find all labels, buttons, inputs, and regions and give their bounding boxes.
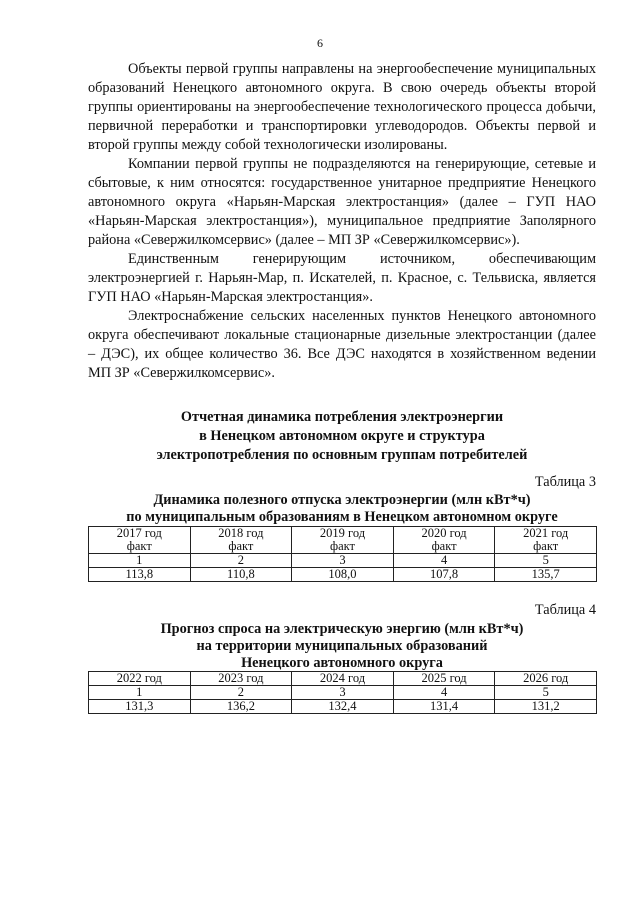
table-row	[89, 700, 597, 714]
page-number: 6	[317, 36, 323, 50]
index-cell: 3	[292, 686, 394, 700]
paragraph-1: Объекты первой группы направлены на энергообеспечение муниципальных образований Ненецкого автономного округа. В свою очередь объекты второй группы ориентированы на энергообеспечение технологического процесса добычи, первичной переработки и транспортировки углеводородов. Объекты первой и второй группы между собой технологически изолированы.	[88, 61, 596, 153]
value-cell: 108,0	[292, 568, 394, 582]
value-cell: 107,8	[393, 568, 495, 582]
value-cell: 131,2	[495, 700, 597, 714]
value-cell: 113,8	[89, 568, 191, 582]
table3-title	[88, 492, 596, 526]
index-cell: 5	[495, 554, 597, 568]
value-cell: 110,8	[190, 568, 292, 582]
header-cell: 2020 год факт	[393, 527, 495, 554]
paragraph-2: Компании первой группы не подразделяются на генерирующие, сетевые и сбытовые, к ним относятся: государственное унитарное предприятие Ненецкого автономного округа «Нарьян-Марская электростанция» (далее – ГУП НАО «Нарьян-Марская электростанция»), муниципальное предприятие Заполярного района «Севержилкомсервис» (далее – МП ЗР «Севержилкомсервис»).	[88, 156, 596, 248]
table4-title-line: Ненецкого автономного округа	[241, 655, 443, 671]
index-cell: 5	[495, 686, 597, 700]
table-header-row	[89, 672, 597, 686]
value-cell: 135,7	[495, 568, 597, 582]
table-row	[89, 568, 597, 582]
section-heading-line: электропотребления по основным группам потребителей	[156, 447, 528, 463]
table-header-row	[89, 527, 597, 554]
paragraph-3: Единственным генерирующим источником, обеспечивающим электроэнергией г. Нарьян-Мар, п. Искателей, п. Красное, с. Тельвиска, является ГУП НАО «Нарьян-Марская электростанция».	[88, 251, 596, 305]
header-cell: 2022 год	[89, 672, 191, 686]
value-cell: 131,3	[89, 700, 191, 714]
header-cell: 2023 год	[190, 672, 292, 686]
section-heading	[88, 408, 596, 465]
table3-label: Таблица 3	[534, 474, 596, 490]
table4-label: Таблица 4	[534, 602, 596, 618]
header-cell: 2021 год факт	[495, 527, 597, 554]
table4-title	[88, 621, 596, 672]
header-cell: 2019 год факт	[292, 527, 394, 554]
index-cell: 1	[89, 686, 191, 700]
header-cell: 2025 год	[393, 672, 495, 686]
table4-title-line: Прогноз спроса на электрическую энергию (млн кВт*ч)	[160, 621, 524, 637]
table3	[88, 526, 597, 582]
index-cell: 4	[393, 554, 495, 568]
table3-title-line: по муниципальным образованиям в Ненецком автономном округе	[126, 509, 558, 525]
index-cell: 1	[89, 554, 191, 568]
section-heading-line: в Ненецком автономном округе и структура	[199, 428, 485, 444]
value-cell: 132,4	[292, 700, 394, 714]
table-index-row	[89, 686, 597, 700]
value-cell: 131,4	[393, 700, 495, 714]
header-cell: 2017 год факт	[89, 527, 191, 554]
section-heading-line: Отчетная динамика потребления электроэнергии	[180, 409, 504, 425]
index-cell: 2	[190, 686, 292, 700]
header-cell: 2026 год	[495, 672, 597, 686]
paragraph-4: Электроснабжение сельских населенных пунктов Ненецкого автономного округа обеспечивают локальные стационарные дизельные электростанции (далее – ДЭС), их общее количество 36. Все ДЭС находятся в хозяйственном ведении МП ЗР «Севержилкомсервис».	[88, 308, 596, 381]
body-text	[88, 60, 596, 383]
table3-title-line: Динамика полезного отпуска электроэнергии (млн кВт*ч)	[153, 492, 531, 508]
header-cell: 2018 год факт	[190, 527, 292, 554]
header-cell: 2024 год	[292, 672, 394, 686]
index-cell: 4	[393, 686, 495, 700]
value-cell: 136,2	[190, 700, 292, 714]
index-cell: 2	[190, 554, 292, 568]
table-index-row	[89, 554, 597, 568]
table4-title-line: на территории муниципальных образований	[196, 638, 488, 654]
index-cell: 3	[292, 554, 394, 568]
table4	[88, 671, 597, 714]
